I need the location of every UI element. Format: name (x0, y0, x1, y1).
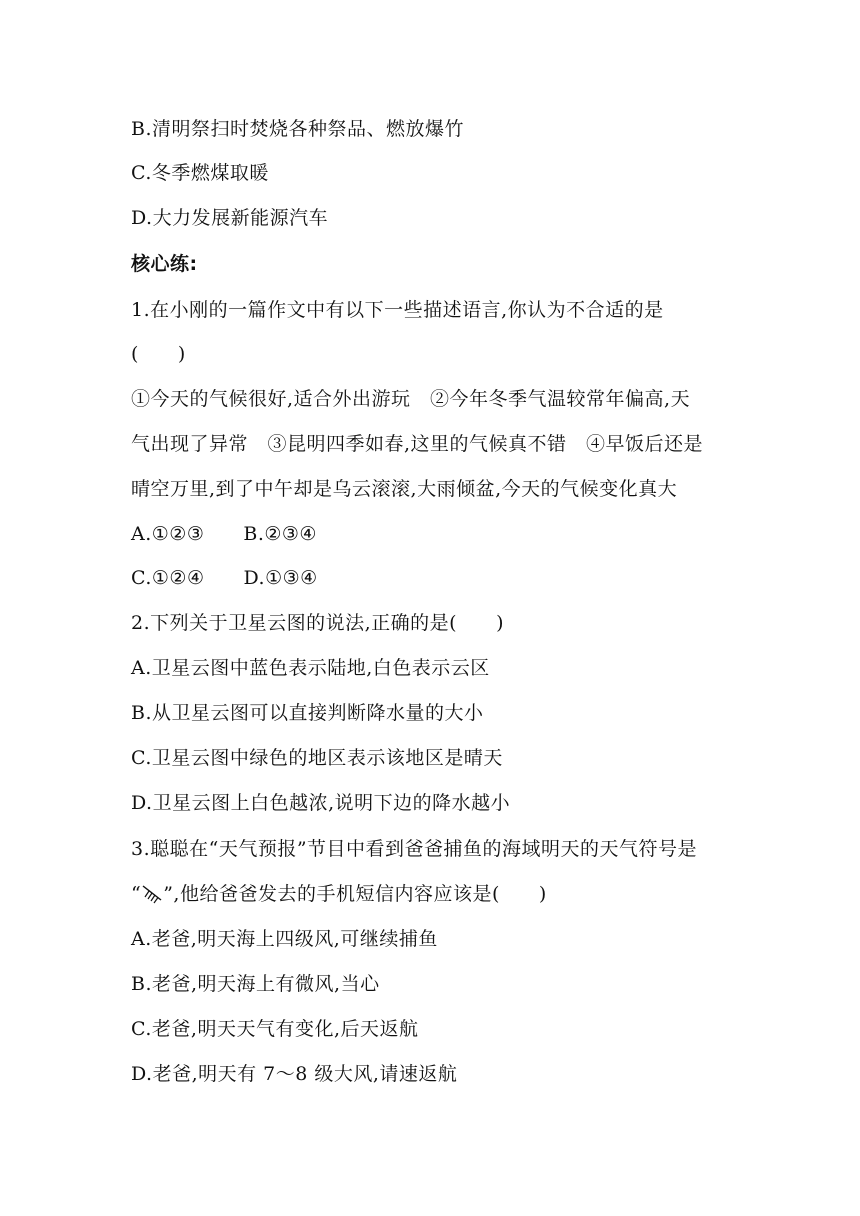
q3-stem-rest: ”,他给爸爸发去的手机短信内容应该是( ) (163, 883, 547, 905)
q1-stem-line1: 1.在小刚的一篇作文中有以下一些描述语言,你认为不合适的是 (131, 299, 664, 321)
prev-option-c: C.冬季燃煤取暖 (131, 162, 269, 184)
prev-option-d: D.大力发展新能源汽车 (131, 207, 329, 229)
q1-options-cd: C.①②④ D.①③④ (131, 567, 318, 589)
q2-option-a: A.卫星云图中蓝色表示陆地,白色表示云区 (131, 657, 490, 679)
q2-option-d: D.卫星云图上白色越浓,说明下边的降水越小 (131, 792, 511, 814)
q3-stem-line2 (131, 882, 547, 906)
q3-option-b: B.老爸,明天海上有微风,当心 (131, 973, 380, 995)
prev-option-b: B.清明祭扫时焚烧各种祭品、燃放爆竹 (131, 118, 465, 140)
q1-statement-line2: 气出现了异常 ③昆明四季如春,这里的气候真不错 ④早饭后还是 (131, 433, 704, 455)
q1-statement-line1: ①今天的气候很好,适合外出游玩 ②今年冬季气温较常年偏高,天 (131, 388, 691, 410)
q3-option-d: D.老爸,明天有 7～8 级大风,请速返航 (131, 1063, 458, 1085)
q1-options-ab: A.①②③ B.②③④ (131, 523, 317, 545)
q3-stem-line1: 3.聪聪在“天气预报”节目中看到爸爸捕鱼的海域明天的天气符号是 (131, 838, 698, 860)
q1-statement-line3: 晴空万里,到了中午却是乌云滚滚,大雨倾盆,今天的气候变化真大 (131, 478, 678, 500)
section-heading: 核心练: (131, 253, 198, 275)
q3-open-quote: “ (131, 883, 142, 905)
wind-force-symbol-icon (141, 882, 163, 904)
q2-stem: 2.下列关于卫星云图的说法,正确的是( ) (131, 612, 504, 634)
q2-option-b: B.从卫星云图可以直接判断降水量的大小 (131, 702, 484, 724)
q3-option-a: A.老爸,明天海上四级风,可继续捕鱼 (131, 928, 438, 950)
q1-stem-line2: ( ) (131, 343, 186, 365)
q3-option-c: C.老爸,明天天气有变化,后天返航 (131, 1018, 419, 1040)
q2-option-c: C.卫星云图中绿色的地区表示该地区是晴天 (131, 747, 503, 769)
